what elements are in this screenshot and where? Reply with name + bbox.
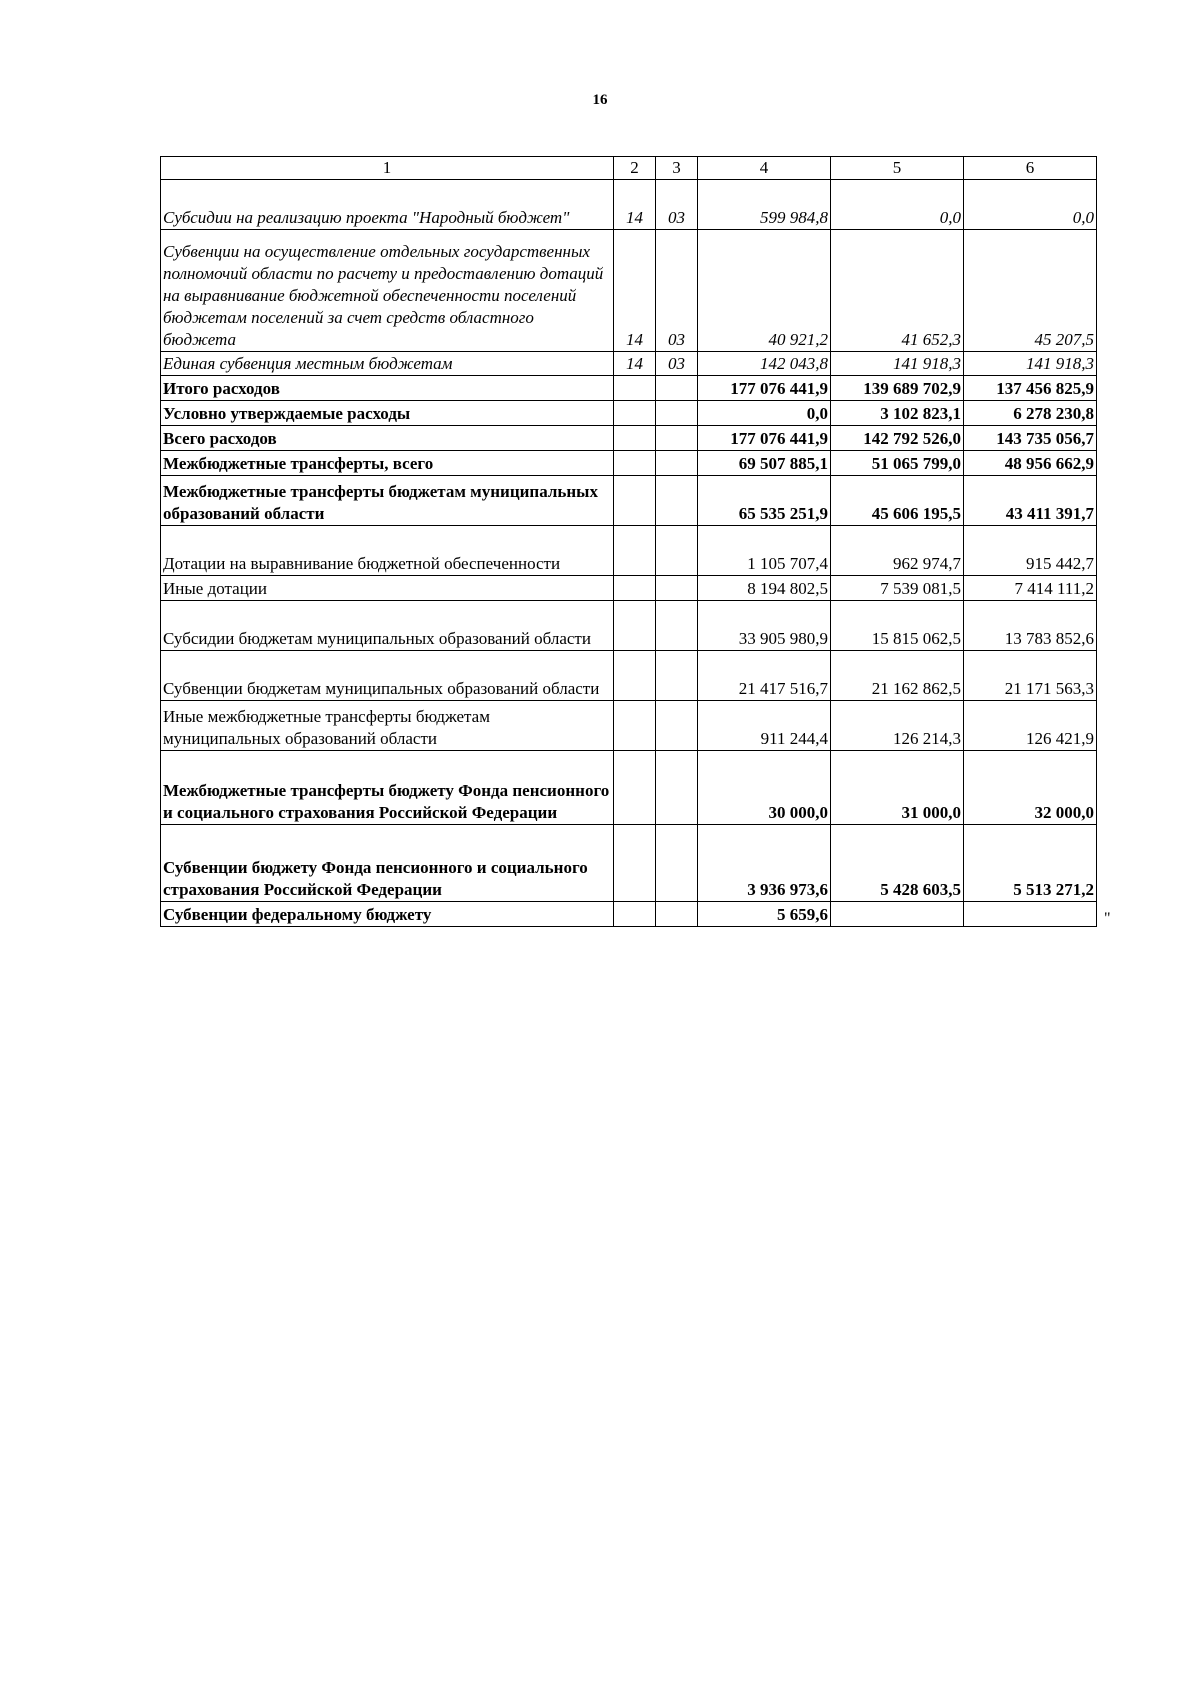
row-value-5: 31 000,0 [831,751,964,825]
column-header-1: 1 [161,157,614,180]
table-row [161,601,1097,651]
table-row [161,902,1097,927]
row-code-2 [614,902,656,927]
row-code-2 [614,576,656,601]
row-code-3: 03 [656,352,698,376]
row-value-4: 177 076 441,9 [698,426,831,451]
table-row [161,376,1097,401]
row-value-5: 15 815 062,5 [831,601,964,651]
row-value-4: 65 535 251,9 [698,476,831,526]
row-value-6: 126 421,9 [964,701,1097,751]
row-value-4: 30 000,0 [698,751,831,825]
row-code-2 [614,601,656,651]
row-name: Иные межбюджетные трансферты бюджетам муниципальных образований области [161,701,614,751]
row-value-5: 139 689 702,9 [831,376,964,401]
table-row [161,751,1097,825]
row-value-6: 45 207,5 [964,230,1097,352]
row-code-2 [614,651,656,701]
row-name: Субвенции на осуществление отдельных государственных полномочий области по расчету и предоставлению дотаций на выравнивание бюджетной обеспеченности поселений бюджетам поселений за счет средств областного бюджета [161,230,614,352]
row-name: Субсидии на реализацию проекта "Народный бюджет" [161,180,614,230]
row-code-3 [656,376,698,401]
table-row [161,526,1097,576]
row-code-3 [656,601,698,651]
row-value-5: 142 792 526,0 [831,426,964,451]
row-code-3 [656,902,698,927]
row-value-5: 5 428 603,5 [831,825,964,902]
row-value-6 [964,902,1097,927]
row-value-4: 21 417 516,7 [698,651,831,701]
row-code-2 [614,526,656,576]
row-value-6: 915 442,7 [964,526,1097,576]
row-value-5: 21 162 862,5 [831,651,964,701]
row-code-3 [656,476,698,526]
row-name: Межбюджетные трансферты бюджетам муниципальных образований области [161,476,614,526]
row-value-5: 41 652,3 [831,230,964,352]
row-value-6: 0,0 [964,180,1097,230]
row-name: Дотации на выравнивание бюджетной обеспеченности [161,526,614,576]
row-value-5: 7 539 081,5 [831,576,964,601]
row-value-5: 126 214,3 [831,701,964,751]
row-value-6: 48 956 662,9 [964,451,1097,476]
row-code-2 [614,376,656,401]
row-name: Субвенции бюджету Фонда пенсионного и социального страхования Российской Федерации [161,825,614,902]
column-header-4: 4 [698,157,831,180]
row-name: Субсидии бюджетам муниципальных образований области [161,601,614,651]
row-value-5: 51 065 799,0 [831,451,964,476]
row-code-3 [656,825,698,902]
row-value-5: 45 606 195,5 [831,476,964,526]
table-row [161,651,1097,701]
page-number: 16 [592,92,608,108]
row-name: Условно утверждаемые расходы [161,401,614,426]
row-code-2 [614,825,656,902]
row-value-5: 141 918,3 [831,352,964,376]
row-name: Иные дотации [161,576,614,601]
row-value-5: 962 974,7 [831,526,964,576]
row-name: Итого расходов [161,376,614,401]
row-value-4: 142 043,8 [698,352,831,376]
row-code-3 [656,526,698,576]
row-value-6: 6 278 230,8 [964,401,1097,426]
row-value-4: 911 244,4 [698,701,831,751]
row-value-6: 43 411 391,7 [964,476,1097,526]
row-value-6: 7 414 111,2 [964,576,1097,601]
table-row [161,476,1097,526]
row-code-3: 03 [656,180,698,230]
row-value-6: 141 918,3 [964,352,1097,376]
row-name: Субвенции федеральному бюджету [161,902,614,927]
row-code-2: 14 [614,180,656,230]
row-value-5: 0,0 [831,180,964,230]
row-name: Субвенции бюджетам муниципальных образований области [161,651,614,701]
table-row [161,701,1097,751]
row-value-6: 32 000,0 [964,751,1097,825]
row-value-6: 5 513 271,2 [964,825,1097,902]
row-code-3 [656,701,698,751]
row-value-4: 1 105 707,4 [698,526,831,576]
table-row [161,180,1097,230]
table-row [161,825,1097,902]
row-code-3 [656,576,698,601]
row-value-6: 137 456 825,9 [964,376,1097,401]
table-row [161,401,1097,426]
closing-quote-mark: " [1104,910,1111,927]
row-code-2 [614,751,656,825]
row-value-4: 69 507 885,1 [698,451,831,476]
row-code-3 [656,426,698,451]
table-row [161,451,1097,476]
row-code-2 [614,426,656,451]
row-code-3 [656,651,698,701]
row-value-4: 599 984,8 [698,180,831,230]
table-header-row [161,157,1097,180]
row-code-3 [656,751,698,825]
row-value-6: 13 783 852,6 [964,601,1097,651]
row-value-6: 143 735 056,7 [964,426,1097,451]
row-value-4: 0,0 [698,401,831,426]
table-row [161,576,1097,601]
row-code-3: 03 [656,230,698,352]
column-header-5: 5 [831,157,964,180]
row-code-2: 14 [614,352,656,376]
row-code-2 [614,476,656,526]
row-value-4: 8 194 802,5 [698,576,831,601]
row-value-4: 5 659,6 [698,902,831,927]
row-name: Межбюджетные трансферты бюджету Фонда пенсионного и социального страхования Российской Федерации [161,751,614,825]
row-code-3 [656,401,698,426]
table-row [161,426,1097,451]
row-name: Всего расходов [161,426,614,451]
row-name: Межбюджетные трансферты, всего [161,451,614,476]
budget-table [160,156,1097,927]
row-code-2 [614,701,656,751]
table-row [161,352,1097,376]
row-code-2 [614,451,656,476]
row-code-2: 14 [614,230,656,352]
row-code-3 [656,451,698,476]
row-value-5: 3 102 823,1 [831,401,964,426]
column-header-2: 2 [614,157,656,180]
row-value-6: 21 171 563,3 [964,651,1097,701]
row-value-5 [831,902,964,927]
row-value-4: 40 921,2 [698,230,831,352]
row-value-4: 3 936 973,6 [698,825,831,902]
row-code-2 [614,401,656,426]
row-value-4: 33 905 980,9 [698,601,831,651]
row-name: Единая субвенция местным бюджетам [161,352,614,376]
table-row [161,230,1097,352]
row-value-4: 177 076 441,9 [698,376,831,401]
column-header-6: 6 [964,157,1097,180]
column-header-3: 3 [656,157,698,180]
